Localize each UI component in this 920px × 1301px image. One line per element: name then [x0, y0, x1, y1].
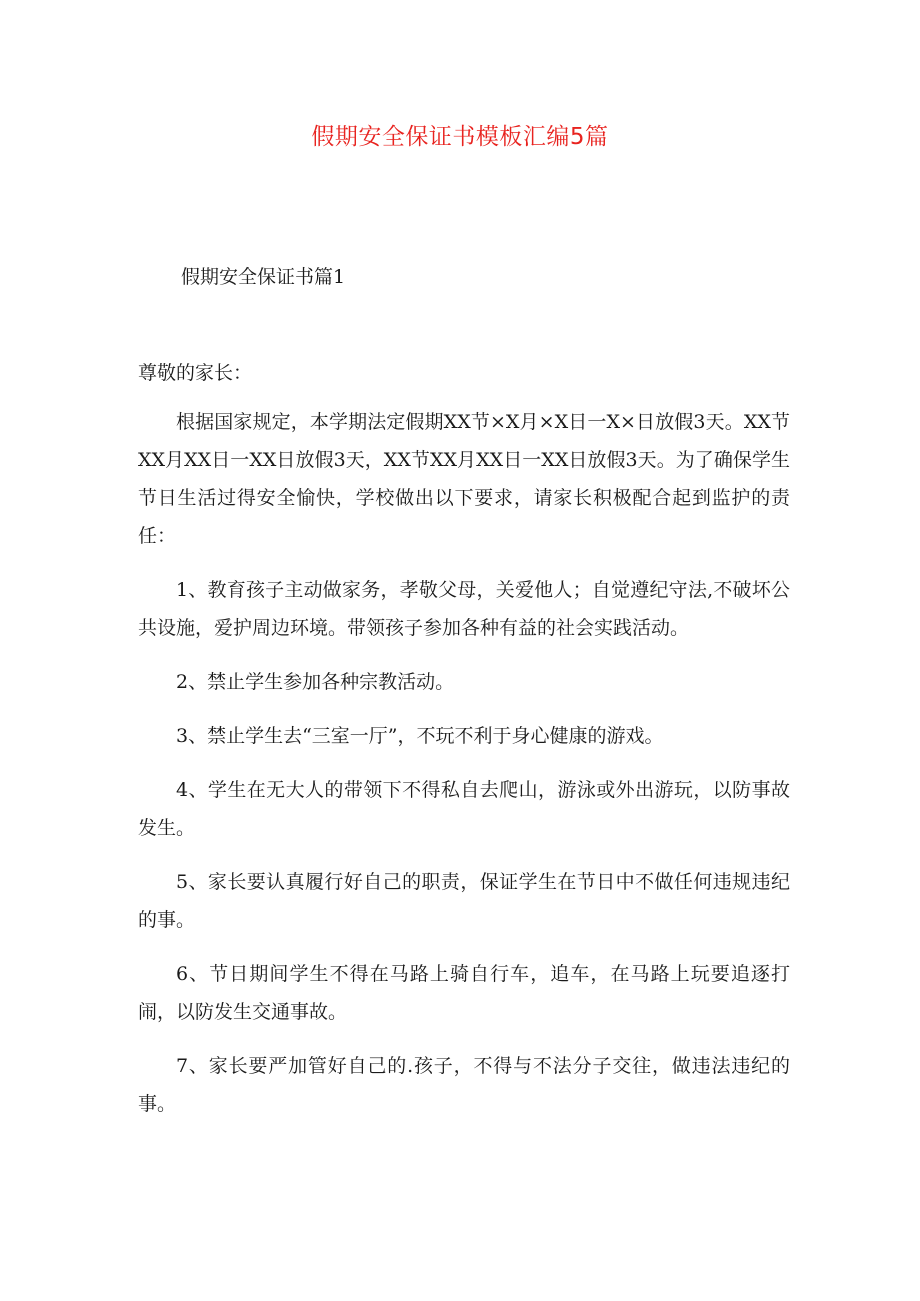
document-body [138, 403, 790, 1139]
document-title: 假期安全保证书模板汇编5篇 [311, 124, 609, 150]
paragraph-item-4: 4、学生在无大人的带领下不得私自去爬山，游泳或外出游玩，以防事故发生。 [138, 779, 790, 839]
paragraph-item-1: 1、教育孩子主动做家务，孝敬父母，关爱他人；自觉遵纪守法,不破坏公共设施，爱护周边环境。带领孩子参加各种有益的社会实践活动。 [138, 579, 790, 639]
paragraph-item-7: 7、家长要严加管好自己的.孩子，不得与不法分子交往，做违法违纪的事。 [138, 1055, 790, 1115]
paragraph-item-3: 3、禁止学生去“三室一厅”，不玩不利于身心健康的游戏。 [176, 725, 664, 747]
section-title: 假期安全保证书篇1 [181, 266, 346, 288]
paragraph-item-5: 5、家长要认真履行好自己的职责，保证学生在节日中不做任何违规违纪的事。 [138, 871, 790, 931]
paragraph-item-6: 6、节日期间学生不得在马路上骑自行车，追车，在马路上玩要追逐打闹，以防发生交通事故。 [138, 963, 790, 1023]
paragraph-item-2: 2、禁止学生参加各种宗教活动。 [176, 671, 455, 693]
paragraph-intro: 根据国家规定，本学期法定假期XX节×X月×X日一X×日放假3天。XX节XX月XX日一XX日放假3天，XX节XX月XX日一XX日放假3天。为了确保学生节日生活过得安全愉快，学校做出以下要求，请家长积极配合起到监护的责任： [138, 411, 790, 547]
salutation: 尊敬的家长： [138, 362, 253, 384]
